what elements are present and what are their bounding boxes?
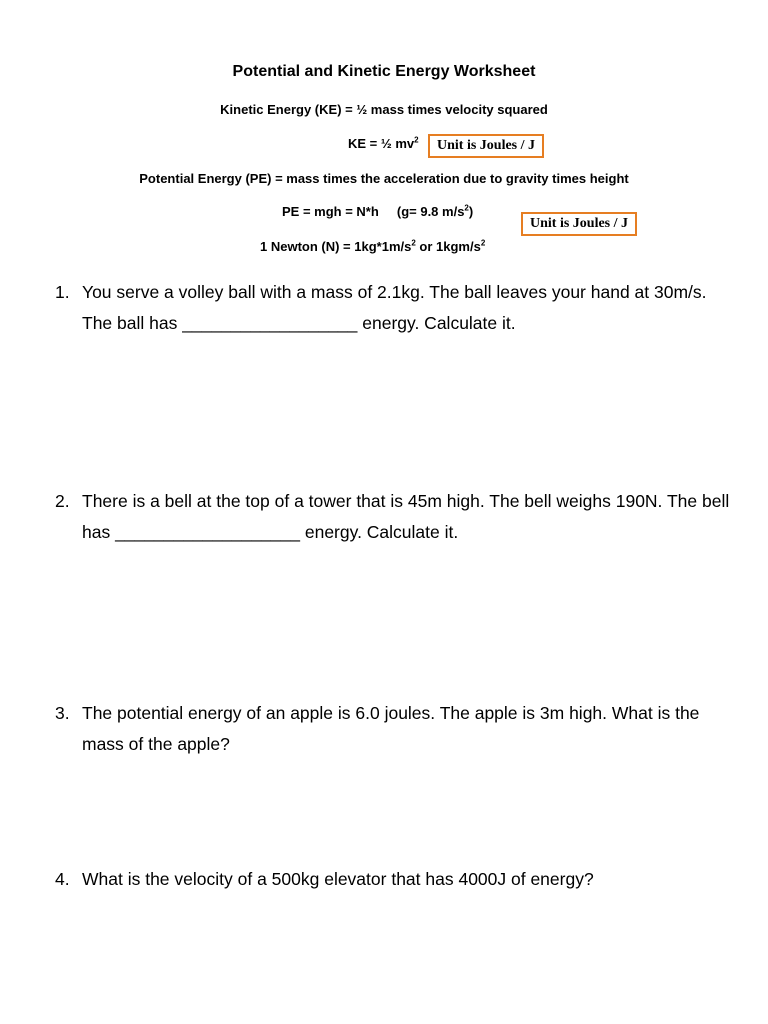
question-text: What is the velocity of a 500kg elevator that has 4000J of energy? bbox=[82, 869, 594, 889]
worksheet-title: Potential and Kinetic Energy Worksheet bbox=[232, 63, 536, 80]
kinetic-energy-definition: Kinetic Energy (KE) = ½ mass times velocity squared bbox=[220, 102, 548, 117]
kinetic-energy-formula bbox=[348, 136, 419, 151]
question-number: 4. bbox=[55, 869, 70, 889]
question-1 bbox=[55, 277, 735, 339]
newton-definition bbox=[260, 239, 485, 254]
ke-formula-text: KE = ½ mv bbox=[348, 136, 415, 151]
question-number: 3. bbox=[55, 703, 70, 723]
potential-energy-definition: Potential Energy (PE) = mass times the acceleration due to gravity times height bbox=[139, 171, 629, 186]
newton-exponent-1: 2 bbox=[411, 238, 416, 248]
ke-formula-exponent: 2 bbox=[414, 135, 419, 145]
pe-formula-exponent: 2 bbox=[464, 203, 469, 213]
newton-part-1: 1 Newton (N) = 1kg*1m/s bbox=[260, 239, 412, 254]
question-number: 2. bbox=[55, 491, 70, 511]
question-4 bbox=[55, 864, 735, 895]
question-text: There is a bell at the top of a tower that is 45m high. The bell weighs 190N. The bell has ___________________ energy. Calculate it. bbox=[82, 491, 730, 542]
newton-part-2: or 1kgm/s bbox=[415, 239, 481, 254]
question-number: 1. bbox=[55, 282, 70, 302]
question-2 bbox=[55, 486, 735, 548]
pe-unit-box: Unit is Joules / J bbox=[521, 212, 637, 236]
potential-energy-formula bbox=[282, 204, 473, 219]
question-text: You serve a volley ball with a mass of 2.1kg. The ball leaves your hand at 30m/s. The ball has __________________ energy. Calculate it. bbox=[82, 282, 707, 333]
ke-unit-box: Unit is Joules / J bbox=[428, 134, 544, 158]
pe-formula-text: PE = mgh = N*h (g= 9.8 m/s bbox=[282, 204, 465, 219]
newton-exponent-2: 2 bbox=[480, 238, 486, 248]
question-text: The potential energy of an apple is 6.0 joules. The apple is 3m high. What is the mass of the apple? bbox=[82, 703, 700, 754]
question-3 bbox=[55, 698, 735, 760]
pe-formula-suffix: ) bbox=[468, 204, 474, 219]
